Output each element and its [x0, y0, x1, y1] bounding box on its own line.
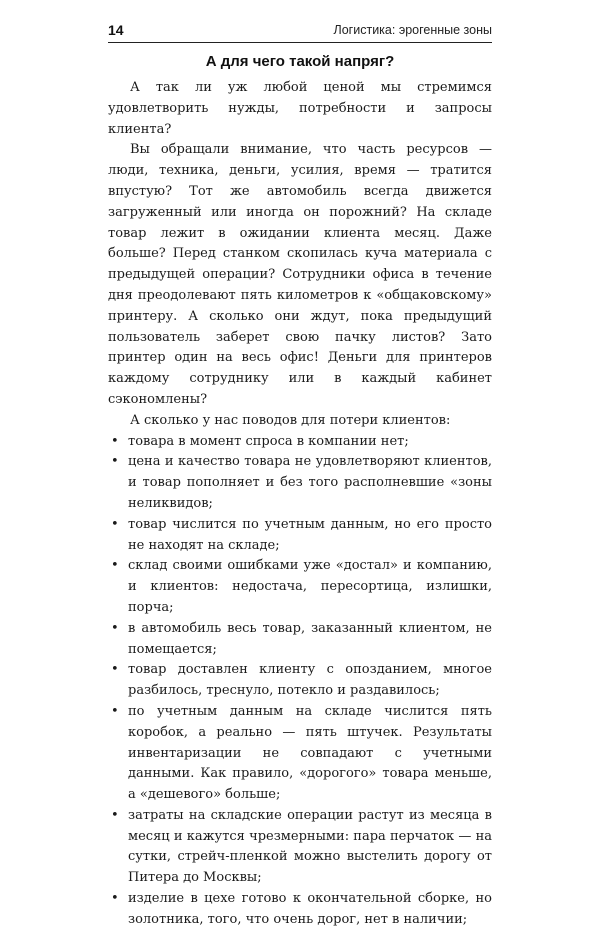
bullet-icon: •	[111, 558, 119, 574]
list-item-text: по учетным данным на складе числится пять коробок, а реально — пять штучек. Результаты инвентаризации не совпадают с учетными данными. Как правило, «дорогого» товара меньше, а «дешевого» больше;	[128, 703, 492, 803]
list-item	[108, 619, 492, 661]
list-item	[108, 806, 492, 889]
list-item-text: изделие в цехе готово к окончательной сборке, но золотника, того, что очень дорог, нет в наличии;	[128, 891, 492, 927]
list-item-text: цена и качество товара не удовлетворяют клиентов, и товар пополняет и без того располневшие «зоны неликвидов;	[128, 454, 492, 511]
paragraph: Вы обращали внимание, что часть ресурсов — люди, техника, деньги, усилия, время — тратится впустую? Тот же автомобиль всегда движется загруженный или иногда он порожний? На складе товар лежит в ожидании клиента месяц. Даже больше? Перед станком скопилась куча материала с предыдущей операции? Сотрудники офиса в течение дня преодолевают пять километров к «общаковскому» принтеру. А сколько они ждут, пока предыдущий пользователь заберет свою пачку листов? Зато принтер один на весь офис! Деньги для принтеров каждому сотруднику или в каждый кабинет сэкономлены?	[108, 142, 492, 407]
paragraph: А так ли уж любой ценой мы стремимся удовлетворить нужды, потребности и запросы клиента?	[108, 80, 492, 137]
list-item	[108, 889, 492, 931]
bullet-icon: •	[111, 516, 119, 532]
list-item	[108, 432, 492, 453]
list-item-text: в автомобиль весь товар, заказанный клиентом, не помещается;	[128, 620, 492, 657]
bullet-icon: •	[111, 433, 119, 449]
bullet-icon: •	[111, 891, 119, 907]
bullet-icon: •	[111, 807, 119, 823]
list-item	[108, 660, 492, 702]
bullet-icon: •	[111, 662, 119, 678]
list-item-text: затраты на складские операции растут из месяца в месяц и кажутся чрезмерными: пара перчаток — на сутки, стрейч-пленкой можно выстелить дорогу от Питера до Москвы;	[128, 807, 492, 886]
bullet-list	[108, 432, 492, 931]
list-item	[108, 702, 492, 806]
list-item-text: товар числится по учетным данным, но его просто не находят на складе;	[128, 516, 492, 553]
list-item	[108, 452, 492, 514]
body-text	[108, 78, 492, 931]
section-heading: А для чего такой напряг?	[205, 53, 395, 70]
list-item	[108, 556, 492, 618]
list-item-text: товар доставлен клиенту с опозданием, многое разбилось, треснуло, потекло и раздавилось;	[128, 662, 492, 699]
list-item-text: товара в момент спроса в компании нет;	[128, 433, 409, 449]
bullet-icon: •	[111, 620, 119, 636]
list-item-text: склад своими ошибками уже «достал» и компанию, и клиентов: недостача, пересортица, излишки, порча;	[128, 558, 492, 615]
list-item	[108, 515, 492, 557]
page-header	[108, 20, 492, 43]
paragraph: А сколько у нас поводов для потери клиентов:	[130, 412, 451, 428]
page-number: 14	[108, 22, 124, 38]
bullet-icon: •	[111, 703, 119, 719]
running-title: Логистика: эрогенные зоны	[333, 23, 492, 37]
bullet-icon: •	[111, 454, 119, 470]
